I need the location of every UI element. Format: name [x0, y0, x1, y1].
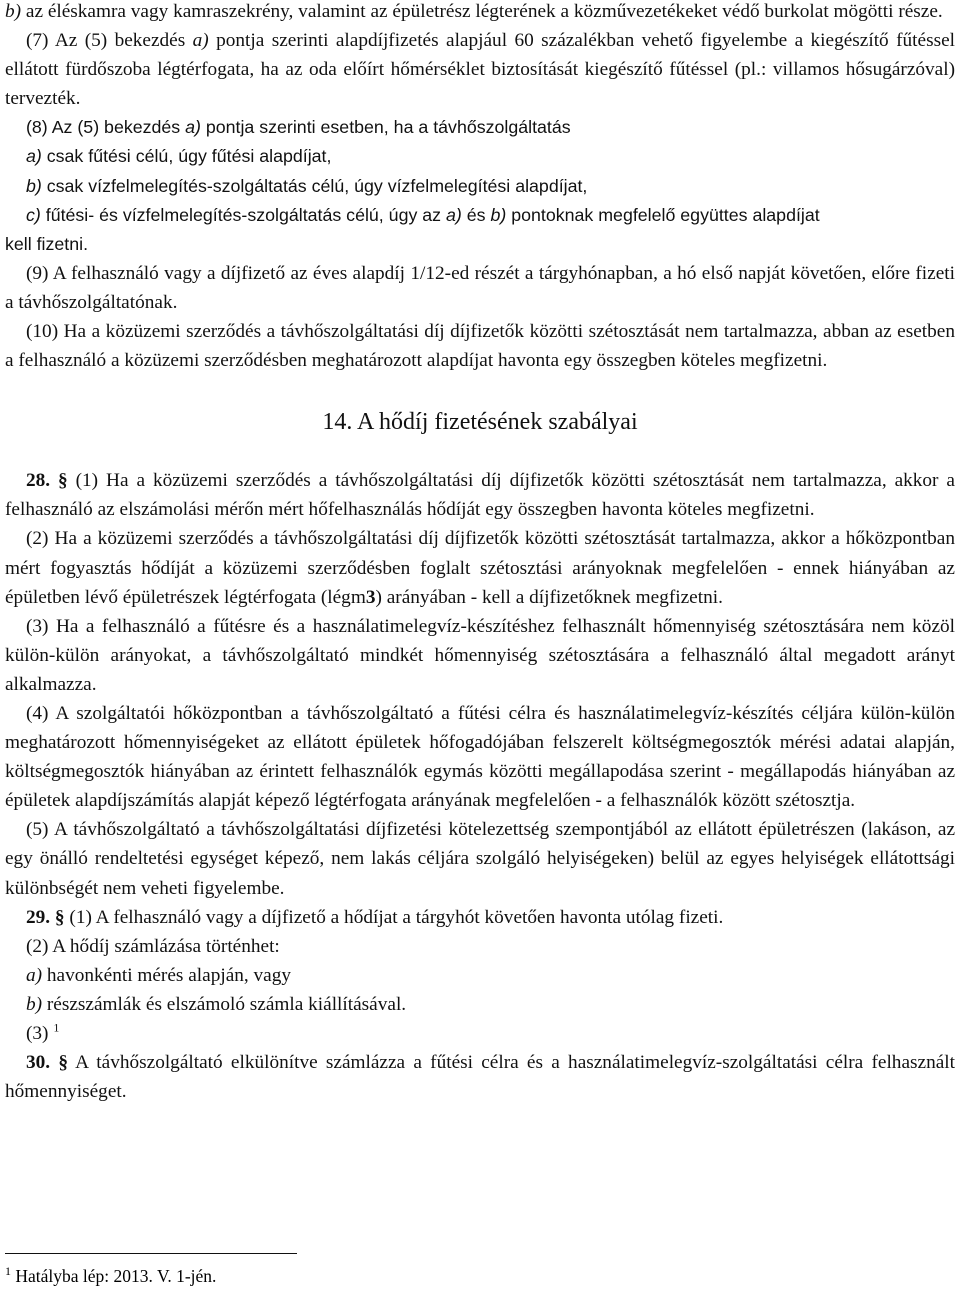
footnote-reference[interactable]: 1	[53, 1020, 60, 1035]
list-item	[5, 142, 955, 171]
paragraph-10: (10) Ha a közüzemi szerződés a távhőszolgáltatási díj díjfizetők közötti szétosztását nem tartalmazza, abban az esetben a felhasználó a közüzemi szerződésben meghatározott alapdíjat havonta egy összegben köteles megfizetni.	[5, 321, 955, 372]
point-reference: a)	[446, 204, 462, 225]
paragraph-8	[5, 113, 955, 258]
list-item	[5, 961, 955, 990]
paragraph-8-end: kell fizetni.	[5, 233, 89, 254]
item-text: csak vízfelmelegítés-szolgáltatás célú, úgy vízfelmelegítési alapdíjat,	[41, 175, 588, 196]
unit-exponent: 3	[365, 586, 376, 608]
footnote-text: Hatályba lép: 2013. V. 1-jén.	[11, 1266, 217, 1286]
paragraph-8-intro	[5, 113, 955, 142]
section-28-paragraph-1	[5, 466, 955, 524]
section-30-paragraph	[5, 1048, 955, 1106]
item-label: c)	[26, 204, 41, 225]
item-text: fűtési- és vízfelmelegítés-szolgáltatás célú, úgy az	[40, 204, 447, 225]
item-label: b)	[26, 993, 43, 1015]
item-text: pontoknak megfelelő együttes alapdíjat	[506, 204, 820, 225]
section-29-paragraph-3	[5, 1019, 955, 1048]
item-text: részszámlák és elszámoló számla kiállításával.	[42, 993, 407, 1015]
section-number: 30.	[26, 1052, 51, 1074]
point-reference: b)	[490, 204, 507, 225]
paragraph-top-b	[5, 0, 955, 26]
item-text: csak fűtési célú, úgy fűtési alapdíjat,	[41, 146, 332, 167]
section-29-paragraph-1	[5, 903, 955, 932]
section-number: 28.	[26, 470, 51, 492]
document-page	[5, 0, 955, 1106]
paragraph-text: pontja szerinti alapdíjfizetés alapjául 60 százalékban vehető figyelembe a kiegészítő fűtéssel ellátott fürdőszoba légtérfogata, ha az oda előírt hőmérséklet biztosítását kiegészítő fűtéssel (pl.: villamos hősugárzóval) tervezték.	[5, 30, 955, 110]
point-reference: a)	[185, 117, 201, 138]
section-28-paragraph-5: (5) A távhőszolgáltató a távhőszolgáltatási díjfizetési kötelezettség szempontjából az ellátott épületrészen (lakáson, az egy önálló rendeltetési egységet képező, nem lakás céljára szolgáló helyiségeken) belül az egyes helyiségek ellátottsági különbségét nem veheti figyelembe.	[5, 819, 955, 899]
item-text: és	[461, 204, 491, 225]
paragraph-text: (7) Az (5) bekezdés	[26, 30, 193, 52]
section-heading: 14. A hődíj fizetésének szabályai	[322, 409, 638, 436]
list-item	[5, 990, 955, 1019]
paragraph-text: pontja szerinti esetben, ha a távhőszolgáltatás	[200, 117, 571, 138]
item-label: a)	[26, 964, 43, 986]
item-label: b)	[26, 175, 42, 196]
paragraph-7	[5, 26, 955, 113]
paragraph-text: (2) Ha a közüzemi szerződés a távhőszolgáltatási díj díjfizetők közötti szétosztását tartalmazza, akkor a hőközpontban mért fogyasztás hődíját a közüzemi szerződésben foglalt szétosztási arányoknak megfelelően - ennek hiányában az épületben lévő épületrészek légtérfogata (légm	[5, 528, 955, 608]
item-label: b)	[5, 1, 22, 22]
paragraph-text: ) arányában - kell a díjfizetőknek megfizetni.	[375, 586, 723, 608]
paragraph-text: (8) Az (5) bekezdés	[26, 117, 186, 138]
footnote	[5, 1265, 216, 1287]
footnote-divider	[5, 1253, 297, 1254]
paragraph-text: (3)	[26, 1023, 54, 1044]
list-item	[5, 172, 955, 201]
section-sign: §	[50, 1052, 68, 1074]
section-29-paragraph-2: (2) A hődíj számlázása történhet:	[26, 935, 280, 957]
item-text: az éléskamra vagy kamraszekrény, valamint az épületrész légterének a közművezetékeket védő burkolat mögötti része.	[21, 1, 943, 22]
point-reference: a)	[192, 30, 209, 52]
section-number: 29.	[26, 906, 51, 928]
section-28-paragraph-2	[5, 524, 955, 611]
item-label: a)	[26, 146, 42, 167]
section-28-paragraph-4: (4) A szolgáltatói hőközpontban a távhőszolgáltató a fűtési célra és használatimelegvíz-készítés céljára külön-külön meghatározott hőmennyiségeket az ellátott épületek hőfogadójában felszerelt költségmegosztók mérési adatai alapján, költségmegosztók hiányában az érintett felhasználók egymás közötti megállapodása szerint - megállapodás hiányában az épületek alapdíjszámítás alapját képező légtérfogata arányának megfelelően - a felhasználók között szétosztja.	[5, 702, 955, 812]
section-sign: §	[50, 906, 65, 928]
list-item	[5, 201, 955, 230]
paragraph-text: (1) Ha a közüzemi szerződés a távhőszolgáltatási díj díjfizetők közötti szétosztását nem tartalmazza, akkor a felhasználó az elszámolási mérőn mért hőfelhasználás hődíját egy összegben havonta köteles megfizetni.	[5, 470, 955, 521]
section-28-paragraph-3: (3) Ha a felhasználó a fűtésre és a használatimelegvíz-készítéshez felhasznált hőmennyiség szétosztására nem közöl külön-külön arányokat, a távhőszolgáltató mindkét hőmennyiség szétosztására a felhasználó által megadott arányt alkalmazza.	[5, 615, 955, 695]
footnote-mark: 1	[5, 1264, 11, 1279]
paragraph-text: A távhőszolgáltató elkülönítve számlázza a fűtési célra és a használatimelegvíz-szolgáltatási célra felhasznált hőmennyiséget.	[5, 1052, 955, 1103]
paragraph-9: (9) A felhasználó vagy a díjfizető az éves alapdíj 1/12-ed részét a tárgyhónapban, a hó első napját követően, előre fizeti a távhőszolgáltatónak.	[5, 262, 955, 313]
section-sign: §	[50, 470, 68, 492]
item-text: havonkénti mérés alapján, vagy	[42, 964, 292, 986]
paragraph-text: (1) A felhasználó vagy a díjfizető a hődíjat a tárgyhót követően havonta utólag fizeti.	[64, 906, 724, 928]
